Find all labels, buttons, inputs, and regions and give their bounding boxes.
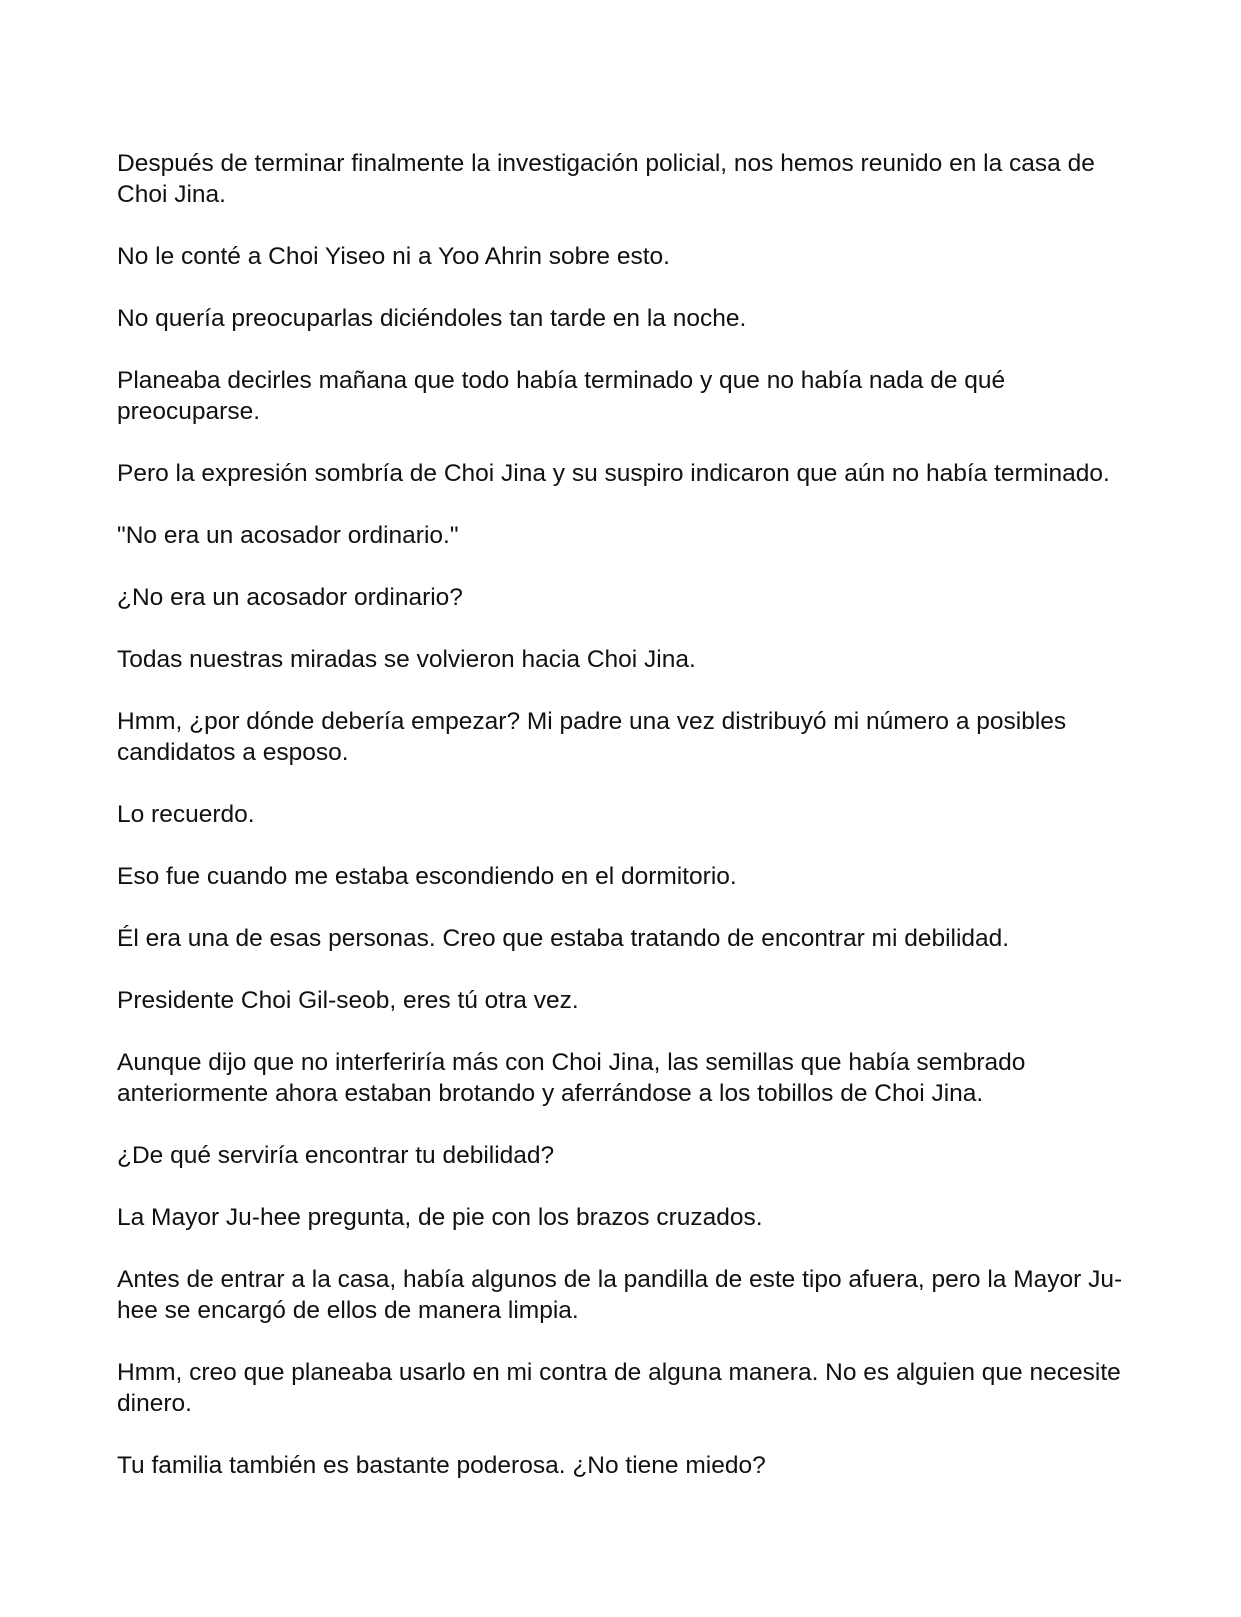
paragraph: Planeaba decirles mañana que todo había terminado y que no había nada de qué preocuparse.: [117, 367, 1006, 425]
paragraph: Tu familia también es bastante poderosa. ¿No tiene miedo?: [117, 1452, 766, 1479]
paragraph: La Mayor Ju-hee pregunta, de pie con los brazos cruzados.: [117, 1204, 763, 1231]
paragraph: Todas nuestras miradas se volvieron hacia Choi Jina.: [117, 646, 696, 673]
paragraph: Aunque dijo que no interferiría más con Choi Jina, las semillas que había sembrado anteriormente ahora estaban brotando y aferrándose a los tobillos de Choi Jina.: [117, 1049, 1026, 1107]
paragraph: Después de terminar finalmente la investigación policial, nos hemos reunido en la casa de Choi Jina.: [117, 150, 1095, 208]
paragraph: ¿No era un acosador ordinario?: [117, 584, 463, 611]
paragraph: Hmm, creo que planeaba usarlo en mi contra de alguna manera. No es alguien que necesite dinero.: [117, 1359, 1121, 1417]
paragraph: Hmm, ¿por dónde debería empezar? Mi padre una vez distribuyó mi número a posibles candidatos a esposo.: [117, 708, 1067, 766]
paragraph: Él era una de esas personas. Creo que estaba tratando de encontrar mi debilidad.: [117, 925, 1010, 952]
paragraph: Presidente Choi Gil-seob, eres tú otra vez.: [117, 987, 579, 1014]
paragraph: "No era un acosador ordinario.": [117, 522, 459, 549]
paragraph: Eso fue cuando me estaba escondiendo en el dormitorio.: [117, 863, 737, 890]
paragraph: Pero la expresión sombría de Choi Jina y su suspiro indicaron que aún no había terminado.: [117, 460, 1110, 487]
paragraph: No le conté a Choi Yiseo ni a Yoo Ahrin sobre esto.: [117, 243, 670, 270]
paragraph: ¿De qué serviría encontrar tu debilidad?: [117, 1142, 555, 1169]
paragraph: Lo recuerdo.: [117, 801, 255, 828]
document-body: [117, 148, 1127, 1512]
paragraph: No quería preocuparlas diciéndoles tan tarde en la noche.: [117, 305, 747, 332]
paragraph: Antes de entrar a la casa, había algunos de la pandilla de este tipo afuera, pero la Mayor Ju-hee se encargó de ellos de manera limpia.: [117, 1266, 1123, 1324]
